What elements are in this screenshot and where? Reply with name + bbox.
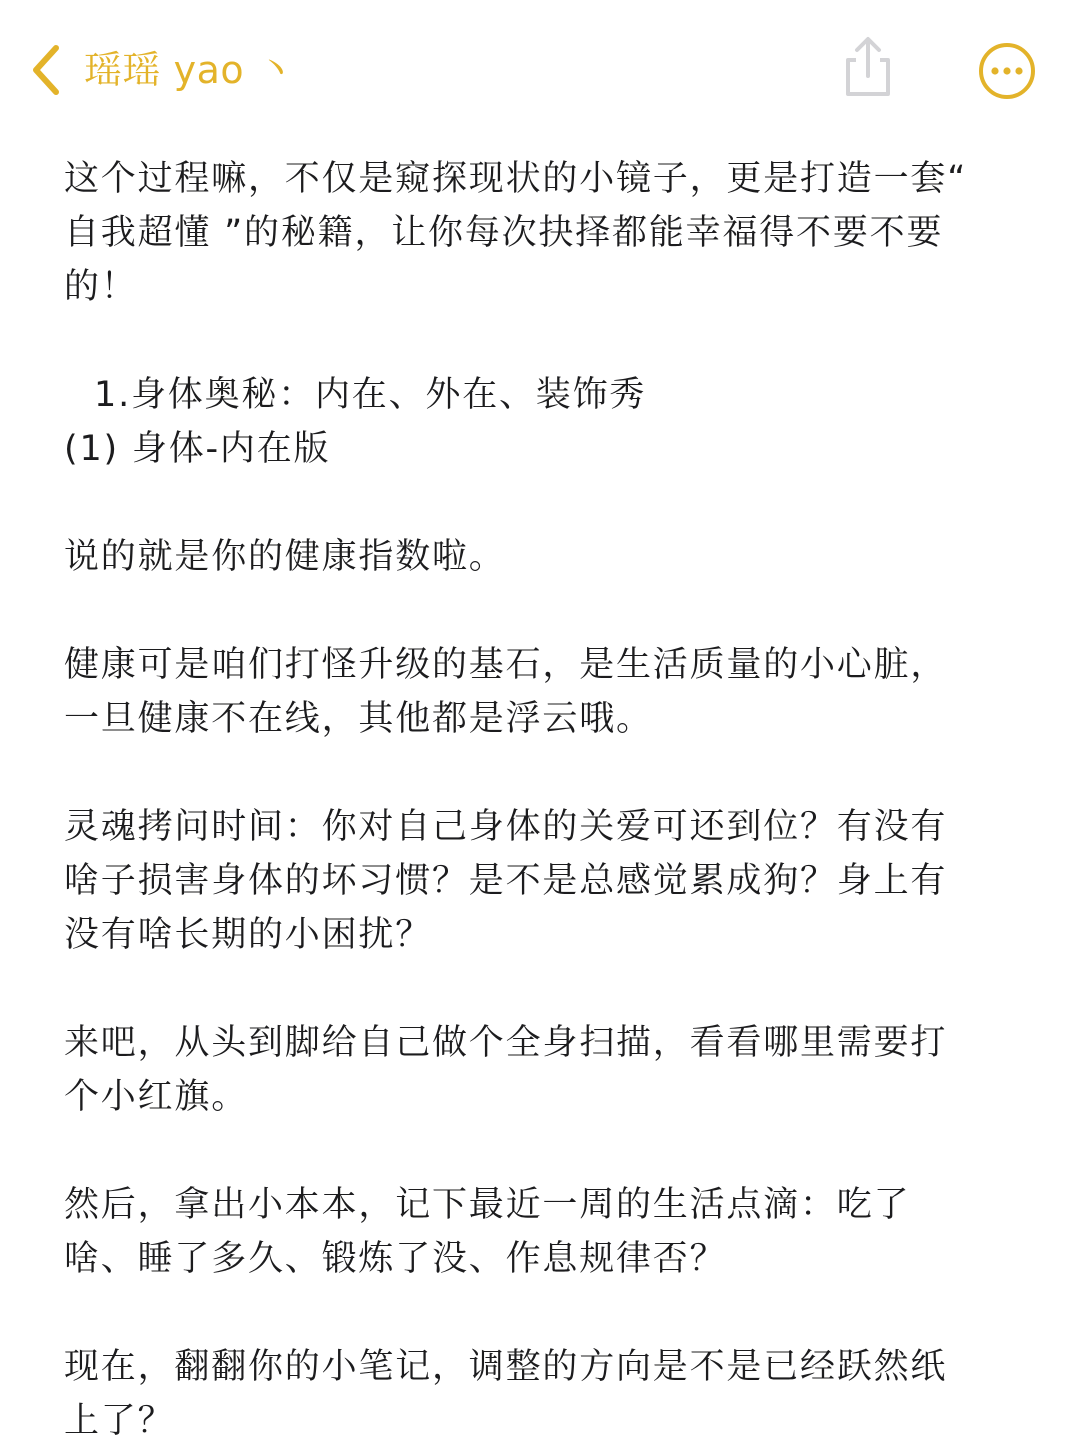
note-paragraph: 灵魂拷问时间：你对自己身体的关爱可还到位？有没有啥子损害身体的坏习惯？是不是总感觉累成狗？身上有没有啥长期的小困扰？ [64,807,948,955]
note-paragraph: 现在，翻翻你的小笔记，调整的方向是不是已经跃然纸上了？ [64,1347,948,1441]
note-paragraph: 健康可是咱们打怪升级的基石，是生活质量的小心脏，一旦健康不在线，其他都是浮云哦。 [64,645,948,739]
chevron-left-icon [26,38,66,102]
subsection-heading: (1) 身体-内在版 [64,429,331,469]
note-body[interactable] [64,152,981,1448]
section-heading: 1.身体奥秘：内在、外在、装饰秀 [94,375,647,415]
back-button[interactable] [26,38,295,102]
share-icon [838,85,898,104]
note-paragraph: 来吧，从头到脚给自己做个全身扫描，看看哪里需要打个小红旗。 [64,1023,948,1117]
note-paragraph: 然后，拿出小本本，记下最近一周的生活点滴：吃了啥、睡了多久、锻炼了没、作息规律否？ [64,1185,911,1279]
more-button[interactable] [978,42,1036,100]
navigation-bar [0,0,1080,140]
more-ellipsis-icon [978,85,1036,104]
back-label: 瑶瑶 yao 丶 [84,48,296,92]
share-button[interactable] [838,34,898,100]
note-paragraph: 说的就是你的健康指数啦。 [64,537,506,577]
note-paragraph: 这个过程嘛，不仅是窥探现状的小镜子，更是打造一套“ 自我超懂 ”的秘籍，让你每次抉择都能幸福得不要不要的！ [64,159,981,307]
